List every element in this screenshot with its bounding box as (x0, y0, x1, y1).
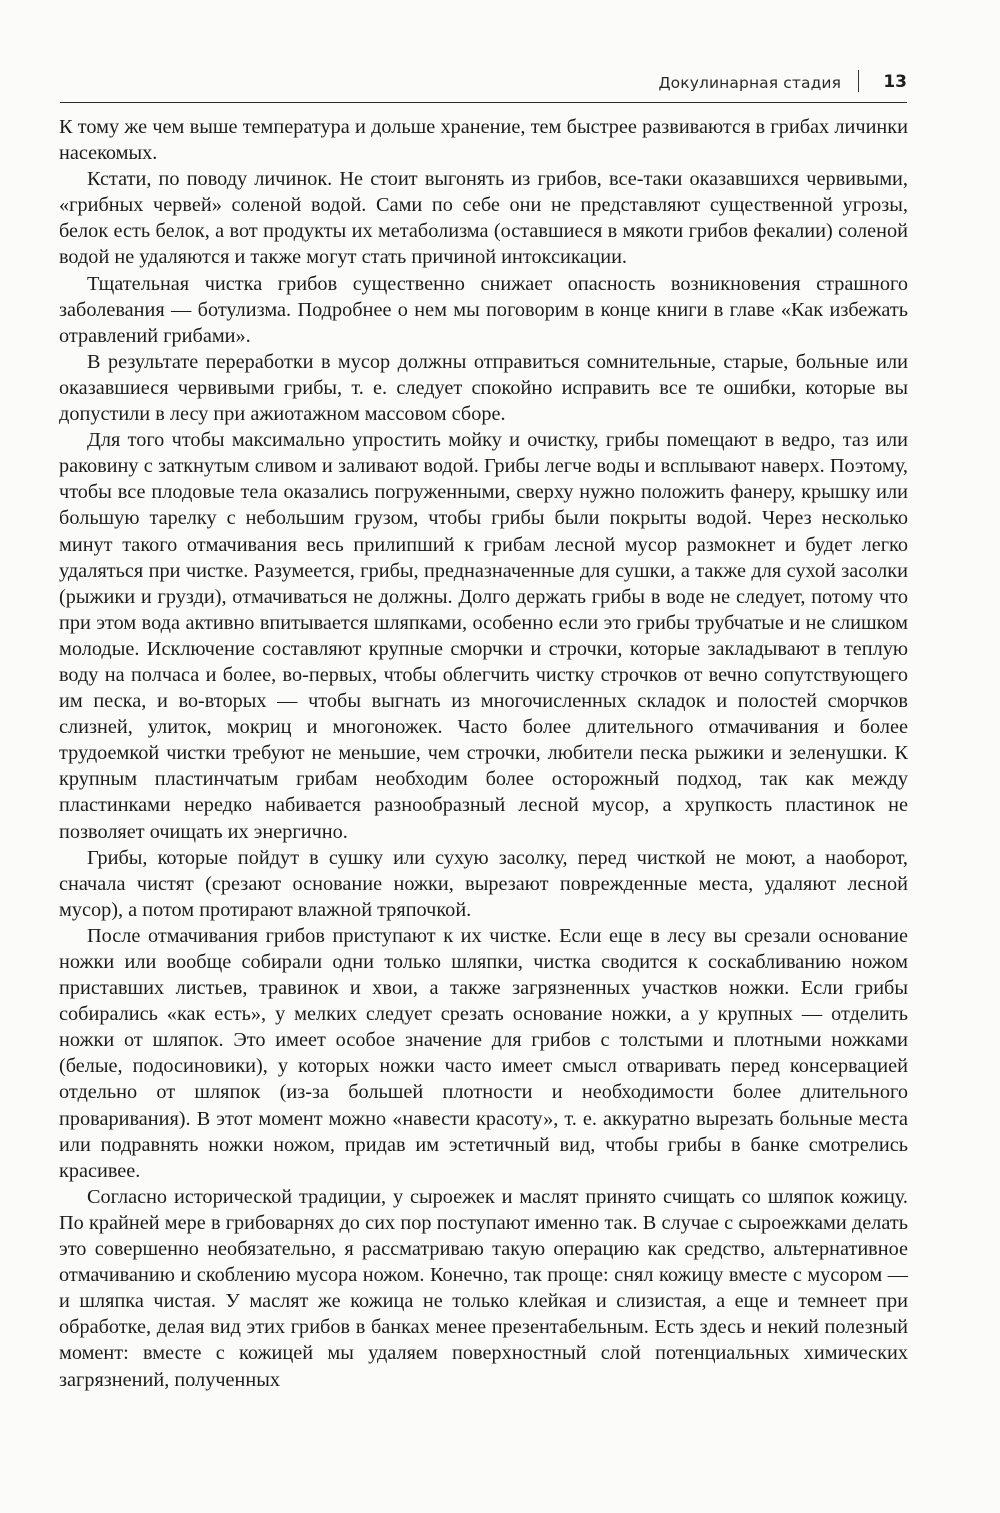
paragraph-6: Грибы, которые пойдут в сушку или сухую засолку, перед чисткой не моют, а наоборот, сначала чистят (срезают основание ножки, вырезают поврежденные места, удаляют лесной мусор), а потом протирают влажной тряпочкой. (59, 846, 908, 921)
running-header (60, 64, 907, 103)
paragraph-4: В результате переработки в мусор должны отправиться сомнительные, старые, больные или оказавшиеся червивыми грибы, т. е. следует спокойно исправить все те ошибки, которые вы допустили в лесу при ажиотажном массовом сборе. (59, 350, 908, 426)
page-number: 13 (883, 72, 907, 92)
text-body (59, 114, 908, 1393)
paragraph-8: Согласно исторической традиции, у сыроежек и маслят принято счищать со шляпок кожицу. По крайней мере в грибоварнях до сих пор поступают именно так. В случае с сыроежками делать это совершенно необязательно, я рассматриваю такую операцию как средство, альтернативное отмачиванию и скоблению мусора ножом. Конечно, так проще: снял кожицу вместе с мусором — и шляпка чистая. У маслят же кожица не только клейкая и слизистая, а еще и темнеет при обработке, делая вид этих грибов в банках менее презентабельным. Есть здесь и некий полезный момент: вместе с кожицей мы удаляем поверхностный слой потенциальных химических загрязнений, полученных (59, 1185, 908, 1391)
paragraph-5: Для того чтобы максимально упростить мойку и очистку, грибы помещают в ведро, таз или раковину с заткнутым сливом и заливают водой. Грибы легче воды и всплывают наверх. Поэтому, чтобы все плодовые тела оказались погруженными, сверху нужно положить фанеру, крышку или большую тарелку с небольшим грузом, чтобы грибы были покрыты водой. Через несколько минут такого отмачивания весь прилипший к грибам лесной мусор размокнет и будет легко удаляться при чистке. Разумеется, грибы, предназначенные для сушки, а также для сухой засолки (рыжики и грузди), отмачиваться не должны. Долго держать грибы в воде не следует, потому что при этом вода активно впитывается шляпками, особенно если это грибы трубчатые и не слишком молодые. Исключение составляют крупные сморчки и строчки, которые закладывают в теплую воду на полчаса и более, во-первых, чтобы облегчить чистку строчков от вечно сопутствующего им песка, и во-вторых — чтобы выгнать из многочисленных складок и полостей сморчков слизней, улиток, мокриц и многоножек. Часто более длительного отмачивания и более трудоемкой чистки требуют не меньшие, чем строчки, любители песка рыжики и зеленушки. К крупным пластинчатым грибам необходим более осторожный подход, так как между пластинками нередко набивается разнообразный лесной мусор, а хрупкость пластинок не позволяет очищать их энергично. (59, 429, 908, 843)
header-separator (858, 70, 859, 92)
paragraph-1: К тому же чем выше температура и дольше хранение, тем быстрее развиваются в грибах личинки насекомых. (59, 116, 908, 165)
paragraph-3: Тщательная чистка грибов существенно снижает опасность возникновения страшного заболевания — ботулизма. Подробнее о нем мы поговорим в конце книги в главе «Как избежать отравлений грибами». (59, 272, 908, 347)
paragraph-2: Кстати, по поводу личинок. Не стоит выгонять из грибов, все-таки оказавшихся червивыми, «грибных червей» соленой водой. Сами по себе они не представляют существенной угрозы, белок есть белок, а вот продукты их метаболизма (оставшиеся в мякоти грибов фекалии) соленой водой не удаляются и также могут стать причиной интоксикации. (59, 168, 908, 269)
paragraph-7: После отмачивания грибов приступают к их чистке. Если еще в лесу вы срезали основание ножки или вообще собирали одни только шляпки, чистка сводится к соскабливанию ножом приставших листьев, травинок и хвои, а также загрязненных участков ножки. Если грибы собирались «как есть», у мелких следует срезать основание ножки, а у крупных — отделить ножки от шляпок. Это имеет особое значение для грибов с толстыми и плотными ножками (белые, подосиновики), у которых ножки часто имеет смысл отваривать перед консервацией отдельно от шляпок (из-за большей плотности и необходимости более длительного проваривания). В этот момент можно «навести красоту», т. е. аккуратно вырезать больные места или подравнять ножки ножом, придав им эстетичный вид, чтобы грибы в банке смотрелись красивее. (59, 924, 908, 1182)
section-title: Докулинарная стадия (658, 74, 841, 92)
